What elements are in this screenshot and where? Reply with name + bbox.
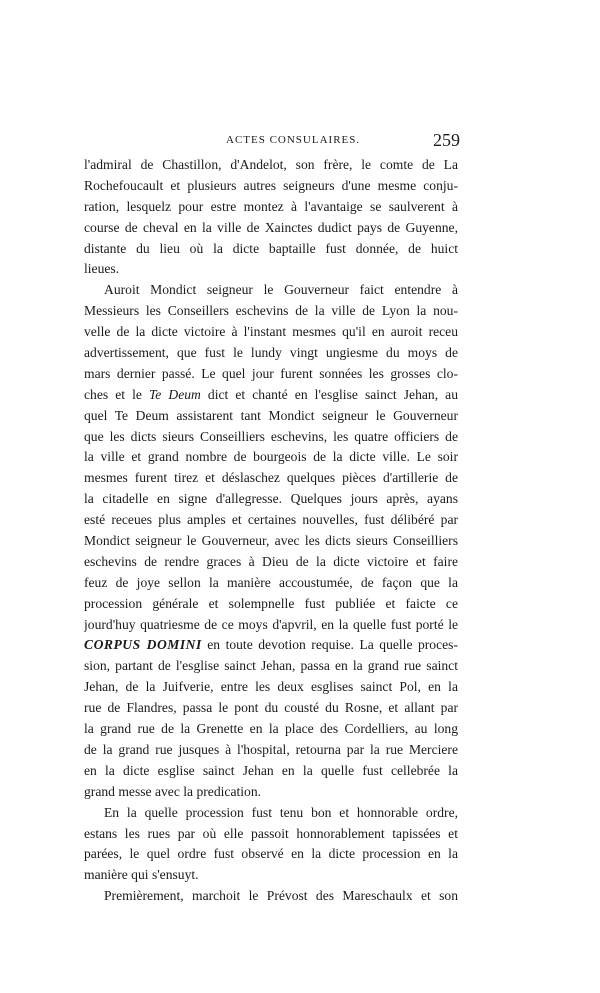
text-line: grand messe avec la predication. bbox=[84, 783, 262, 799]
text-line: course de cheval en la ville de Xainctes dudict pays de Guyenne, bbox=[84, 219, 458, 235]
text-line: parées, le quel ordre fust observé en la dicte procession en la bbox=[84, 846, 458, 862]
text-line: eschevins de rendre graces à Dieu de la dicte victoire et faire bbox=[84, 553, 458, 569]
text-segment: dict et chanté en l'esglise sainct Jehan, au bbox=[200, 386, 458, 402]
text-line: mars dernier passé. Le quel jour furent sonnées les grosses clo- bbox=[84, 365, 458, 381]
text-line: jourd'huy quatriesme de ce moys d'apvril, en la quelle fust porté le bbox=[84, 616, 458, 632]
running-head: ACTES CONSULAIRES. bbox=[226, 134, 361, 146]
text-line: velle de la dicte victoire à l'instant mesmes qu'il en auroit receu bbox=[84, 324, 458, 340]
text-segment: en toute devotion requise. La quelle proces- bbox=[201, 637, 458, 653]
text-line: de la grand rue jusques à l'hospital, retourna par la rue Merciere bbox=[84, 741, 458, 757]
text-line bbox=[84, 635, 458, 656]
text-line: Jehan, de la Juifverie, entre les deux esglises sainct Pol, en la bbox=[84, 679, 458, 695]
text-line: esté receues plus amples et certaines nouvelles, fust délibéré par bbox=[84, 512, 458, 528]
text-line: advertissement, que fust le lundy vingt ungiesme du moys de bbox=[84, 345, 458, 361]
text-line: estans les rues par où elle passoit honnorablement tapissées et bbox=[84, 825, 458, 841]
text-line: la grand rue de la Grenette en la place des Cordelliers, au long bbox=[84, 721, 458, 737]
page-number: 259 bbox=[433, 130, 460, 150]
text-line: Auroit Mondict seigneur le Gouverneur faict entendre à bbox=[104, 282, 458, 298]
text-line: en la dicte esglise sainct Jehan en la quelle fust cellebrée la bbox=[84, 762, 458, 778]
text-line: l'admiral de Chastillon, d'Andelot, son frère, le comte de La bbox=[84, 157, 458, 172]
text-line: Premièrement, marchoit le Prévost des Mareschaulx et son bbox=[104, 888, 458, 904]
te-deum-italic: Te Deum bbox=[148, 386, 201, 402]
text-line: rue de Flandres, passa le pont du cousté du Rosne, et allant par bbox=[84, 700, 458, 716]
text-line: Mondict seigneur le Gouverneur, avec les dicts sieurs Conseilliers bbox=[84, 533, 458, 549]
text-line: feuz de joye sellon la manière accoustumée, de façon que la bbox=[84, 574, 458, 590]
text-line: ration, lesquelz pour estre montez à l'avantaige se saulverent à bbox=[84, 198, 458, 214]
text-line: lieues. bbox=[84, 261, 120, 277]
corpus-domini-italic: CORPUS DOMINI bbox=[84, 637, 202, 653]
body-text bbox=[84, 155, 458, 907]
text-segment: ches et le bbox=[84, 386, 149, 402]
text-line: Rochefoucault et plusieurs autres seigneurs d'une mesme conju- bbox=[84, 177, 458, 193]
text-line: En la quelle procession fust tenu bon et honnorable ordre, bbox=[104, 804, 458, 820]
text-line: mesmes furent tirez et déslaschez quelques pièces d'artillerie de bbox=[84, 470, 458, 486]
text-line: distante du lieu où la dicte baptaille fust donnée, de huict bbox=[84, 240, 458, 256]
text-line: manière qui s'ensuyt. bbox=[84, 867, 199, 883]
text-line: la citadelle en signe d'allegresse. Quelques jours après, ayans bbox=[84, 491, 458, 507]
text-line: Messieurs les Conseillers eschevins de la ville de Lyon la nou- bbox=[84, 303, 458, 319]
text-line: que les dicts sieurs Conseilliers eschevins, les quatre officiers de bbox=[84, 428, 458, 444]
text-line: procession générale et solempnelle fust publiée et faicte ce bbox=[84, 595, 458, 611]
text-line: sion, partant de l'esglise sainct Jehan, passa en la grand rue sainct bbox=[84, 658, 458, 674]
text-line: la ville et grand nombre de bourgeois de la dicte ville. Le soir bbox=[84, 449, 458, 465]
text-line bbox=[84, 385, 458, 406]
text-line: quel Te Deum assistarent tant Mondict seigneur le Gouverneur bbox=[84, 407, 458, 423]
